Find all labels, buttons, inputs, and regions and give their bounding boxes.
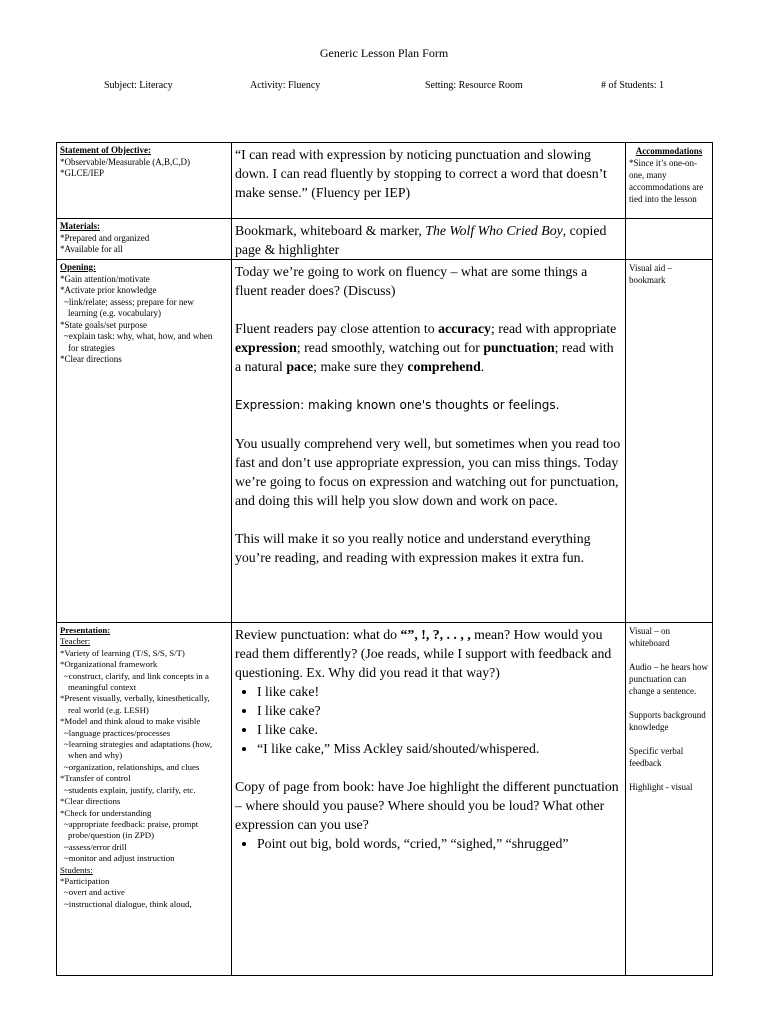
criteria-line: *Clear directions: [60, 796, 121, 807]
trait-accuracy: accuracy: [438, 321, 491, 336]
teacher-subheading: Teacher:: [60, 636, 91, 647]
opening-row: [57, 260, 713, 623]
criteria-line: for strategies: [68, 342, 115, 353]
criteria-line: *Organizational framework: [60, 659, 158, 670]
book-title: The Wolf Who Cried Boy: [425, 223, 563, 238]
criteria-line: when and why): [68, 750, 123, 761]
criteria-line: *State goals/set purpose: [60, 319, 147, 330]
subject-label: Subject: Literacy: [104, 80, 173, 91]
opening-cell: [232, 260, 626, 623]
list-item: • I like cake!: [257, 682, 622, 701]
objective-text: “I can read with expression by noticing punctuation and slowing down. I can read fluently by stopping to correct a word that doesn’t make sense.” (Fluency per IEP): [235, 147, 607, 200]
criteria-line: ~monitor and adjust instruction: [64, 853, 175, 864]
criteria-line: ~construct, clarify, and link concepts in a: [64, 670, 209, 681]
materials-cell: [232, 219, 626, 260]
punctuation-marks: “”, !, ?, . . , ,: [400, 627, 471, 642]
presentation-note: Visual – on whiteboard: [629, 626, 670, 648]
materials-notes-cell: [626, 219, 713, 260]
materials-text: , copied page & highlighter: [235, 223, 607, 257]
materials-text: Bookmark, whiteboard & marker,: [235, 223, 426, 238]
accommodations-cell: [626, 143, 713, 219]
list-item: • Point out big, bold words, “cried,” “sighed,” “shrugged”: [257, 834, 622, 853]
presentation-criteria-cell: [57, 623, 232, 976]
objective-heading: Statement of Objective:: [60, 145, 151, 155]
expression-definition: Expression: making known one's thoughts or feelings.: [235, 398, 560, 412]
criteria-line: ~explain task: why, what, how, and when: [64, 331, 213, 341]
activity-label: Activity: Fluency: [250, 80, 321, 91]
criteria-line: *Check for understanding: [60, 807, 152, 818]
example-sentences-list: [235, 682, 622, 758]
trait-expression: expression: [235, 340, 297, 355]
criteria-line: *Activate prior knowledge: [60, 285, 157, 295]
criteria-line: *Gain attention/motivate: [60, 273, 150, 284]
materials-criteria-cell: [57, 219, 232, 260]
presentation-notes-cell: [626, 623, 713, 976]
criteria-line: ~students explain, justify, clarify, etc.: [64, 784, 196, 795]
trait-pace: pace: [286, 359, 314, 374]
objective-row: [57, 143, 713, 219]
opening-paragraph: You usually comprehend very well, but sometimes when you read too fast and don’t use appropriate expression, you can miss things. Today we’re going to focus on expression and watching out for punctuation, and doing this will help you slow down and work on pace.: [235, 436, 621, 508]
presentation-heading: Presentation:: [60, 625, 111, 635]
students-count-label: # of Students: 1: [601, 80, 665, 91]
criteria-line: *Model and think aloud to make visible: [60, 716, 201, 727]
punctuation-review-paragraph: Review punctuation: what do “”, !, ?, . . , , mean? How would you read them differently? (Joe reads, while I support with feedback and questioning. Ex. Why did you read it that way?): [235, 627, 612, 680]
criteria-line: ~link/relate; assess; prepare for new: [64, 296, 194, 307]
bold-words-list: [235, 834, 622, 853]
opening-heading: Opening:: [60, 262, 97, 272]
presentation-cell: [232, 623, 626, 976]
criteria-line: real world (e.g. LESH): [68, 704, 149, 715]
trait-comprehend: comprehend: [407, 359, 481, 374]
form-title: Generic Lesson Plan Form: [319, 46, 449, 60]
presentation-note: Specific verbal feedback: [629, 746, 684, 768]
opening-criteria-cell: [57, 260, 232, 623]
opening-note: Visual aid – bookmark: [629, 263, 672, 285]
objective-cell: [232, 143, 626, 219]
trait-punctuation: punctuation: [483, 340, 555, 355]
accommodations-heading: Accommodations: [635, 146, 703, 156]
accommodations-text: *Since it’s one-on-one, many accommodations are tied into the lesson: [629, 158, 704, 204]
materials-row: [57, 219, 713, 260]
criteria-line: ~assess/error drill: [64, 841, 127, 852]
presentation-note: Supports background knowledge: [629, 710, 706, 732]
criteria-line: *Prepared and organized: [60, 232, 150, 243]
criteria-line: ~learning strategies and adaptations (how,: [64, 739, 213, 750]
criteria-line: ~appropriate feedback: praise, prompt: [64, 818, 199, 829]
criteria-line: ~language practices/processes: [64, 727, 171, 738]
presentation-note: Audio – he hears how punctuation can change a sentence.: [629, 662, 708, 696]
criteria-line: *Observable/Measurable (A,B,C,D): [60, 156, 190, 167]
criteria-line: *Available for all: [60, 244, 123, 254]
criteria-line: ~instructional dialogue, think aloud,: [64, 898, 192, 909]
criteria-line: *Transfer of control: [60, 773, 131, 784]
fluency-traits-paragraph: Fluent readers pay close attention to accuracy; read with appropriate expression; read smoothly, watching out for punctuation; read with a natural pace; make sure they comprehend.: [235, 321, 617, 374]
criteria-line: *Participation: [60, 875, 110, 886]
list-item: • “I like cake,” Miss Ackley said/shouted/whispered.: [257, 739, 622, 758]
criteria-line: *Clear directions: [60, 354, 122, 364]
presentation-row: [57, 623, 713, 976]
criteria-line: *Variety of learning (T/S, S/S, S/T): [60, 647, 185, 658]
opening-paragraph: Today we’re going to work on fluency – what are some things a fluent reader does? (Discuss): [235, 264, 588, 298]
criteria-line: *Present visually, verbally, kinesthetically,: [60, 693, 210, 704]
opening-notes-cell: [626, 260, 713, 623]
lesson-plan-table: [56, 142, 713, 976]
presentation-note: Highlight - visual: [629, 782, 693, 792]
highlight-activity-paragraph: Copy of page from book: have Joe highlight the different punctuation – where should you pause? Where should you be loud? What other expression can you use?: [235, 779, 619, 832]
opening-paragraph: This will make it so you really notice and understand everything you’re reading, and reading with expression makes it extra fun.: [235, 531, 591, 565]
setting-label: Setting: Resource Room: [425, 80, 523, 91]
criteria-line: meaningful context: [68, 682, 137, 693]
criteria-line: ~organization, relationships, and clues: [64, 761, 200, 772]
criteria-line: probe/question (in ZPD): [68, 830, 155, 841]
objective-criteria-cell: [57, 143, 232, 219]
criteria-line: *GLCE/IEP: [60, 168, 104, 178]
students-subheading: Students:: [60, 864, 93, 875]
list-item: • I like cake?: [257, 701, 622, 720]
criteria-line: learning (e.g. vocabulary): [68, 308, 161, 318]
list-item: • I like cake.: [257, 720, 622, 739]
criteria-line: ~overt and active: [64, 887, 125, 898]
materials-heading: Materials:: [60, 221, 100, 231]
